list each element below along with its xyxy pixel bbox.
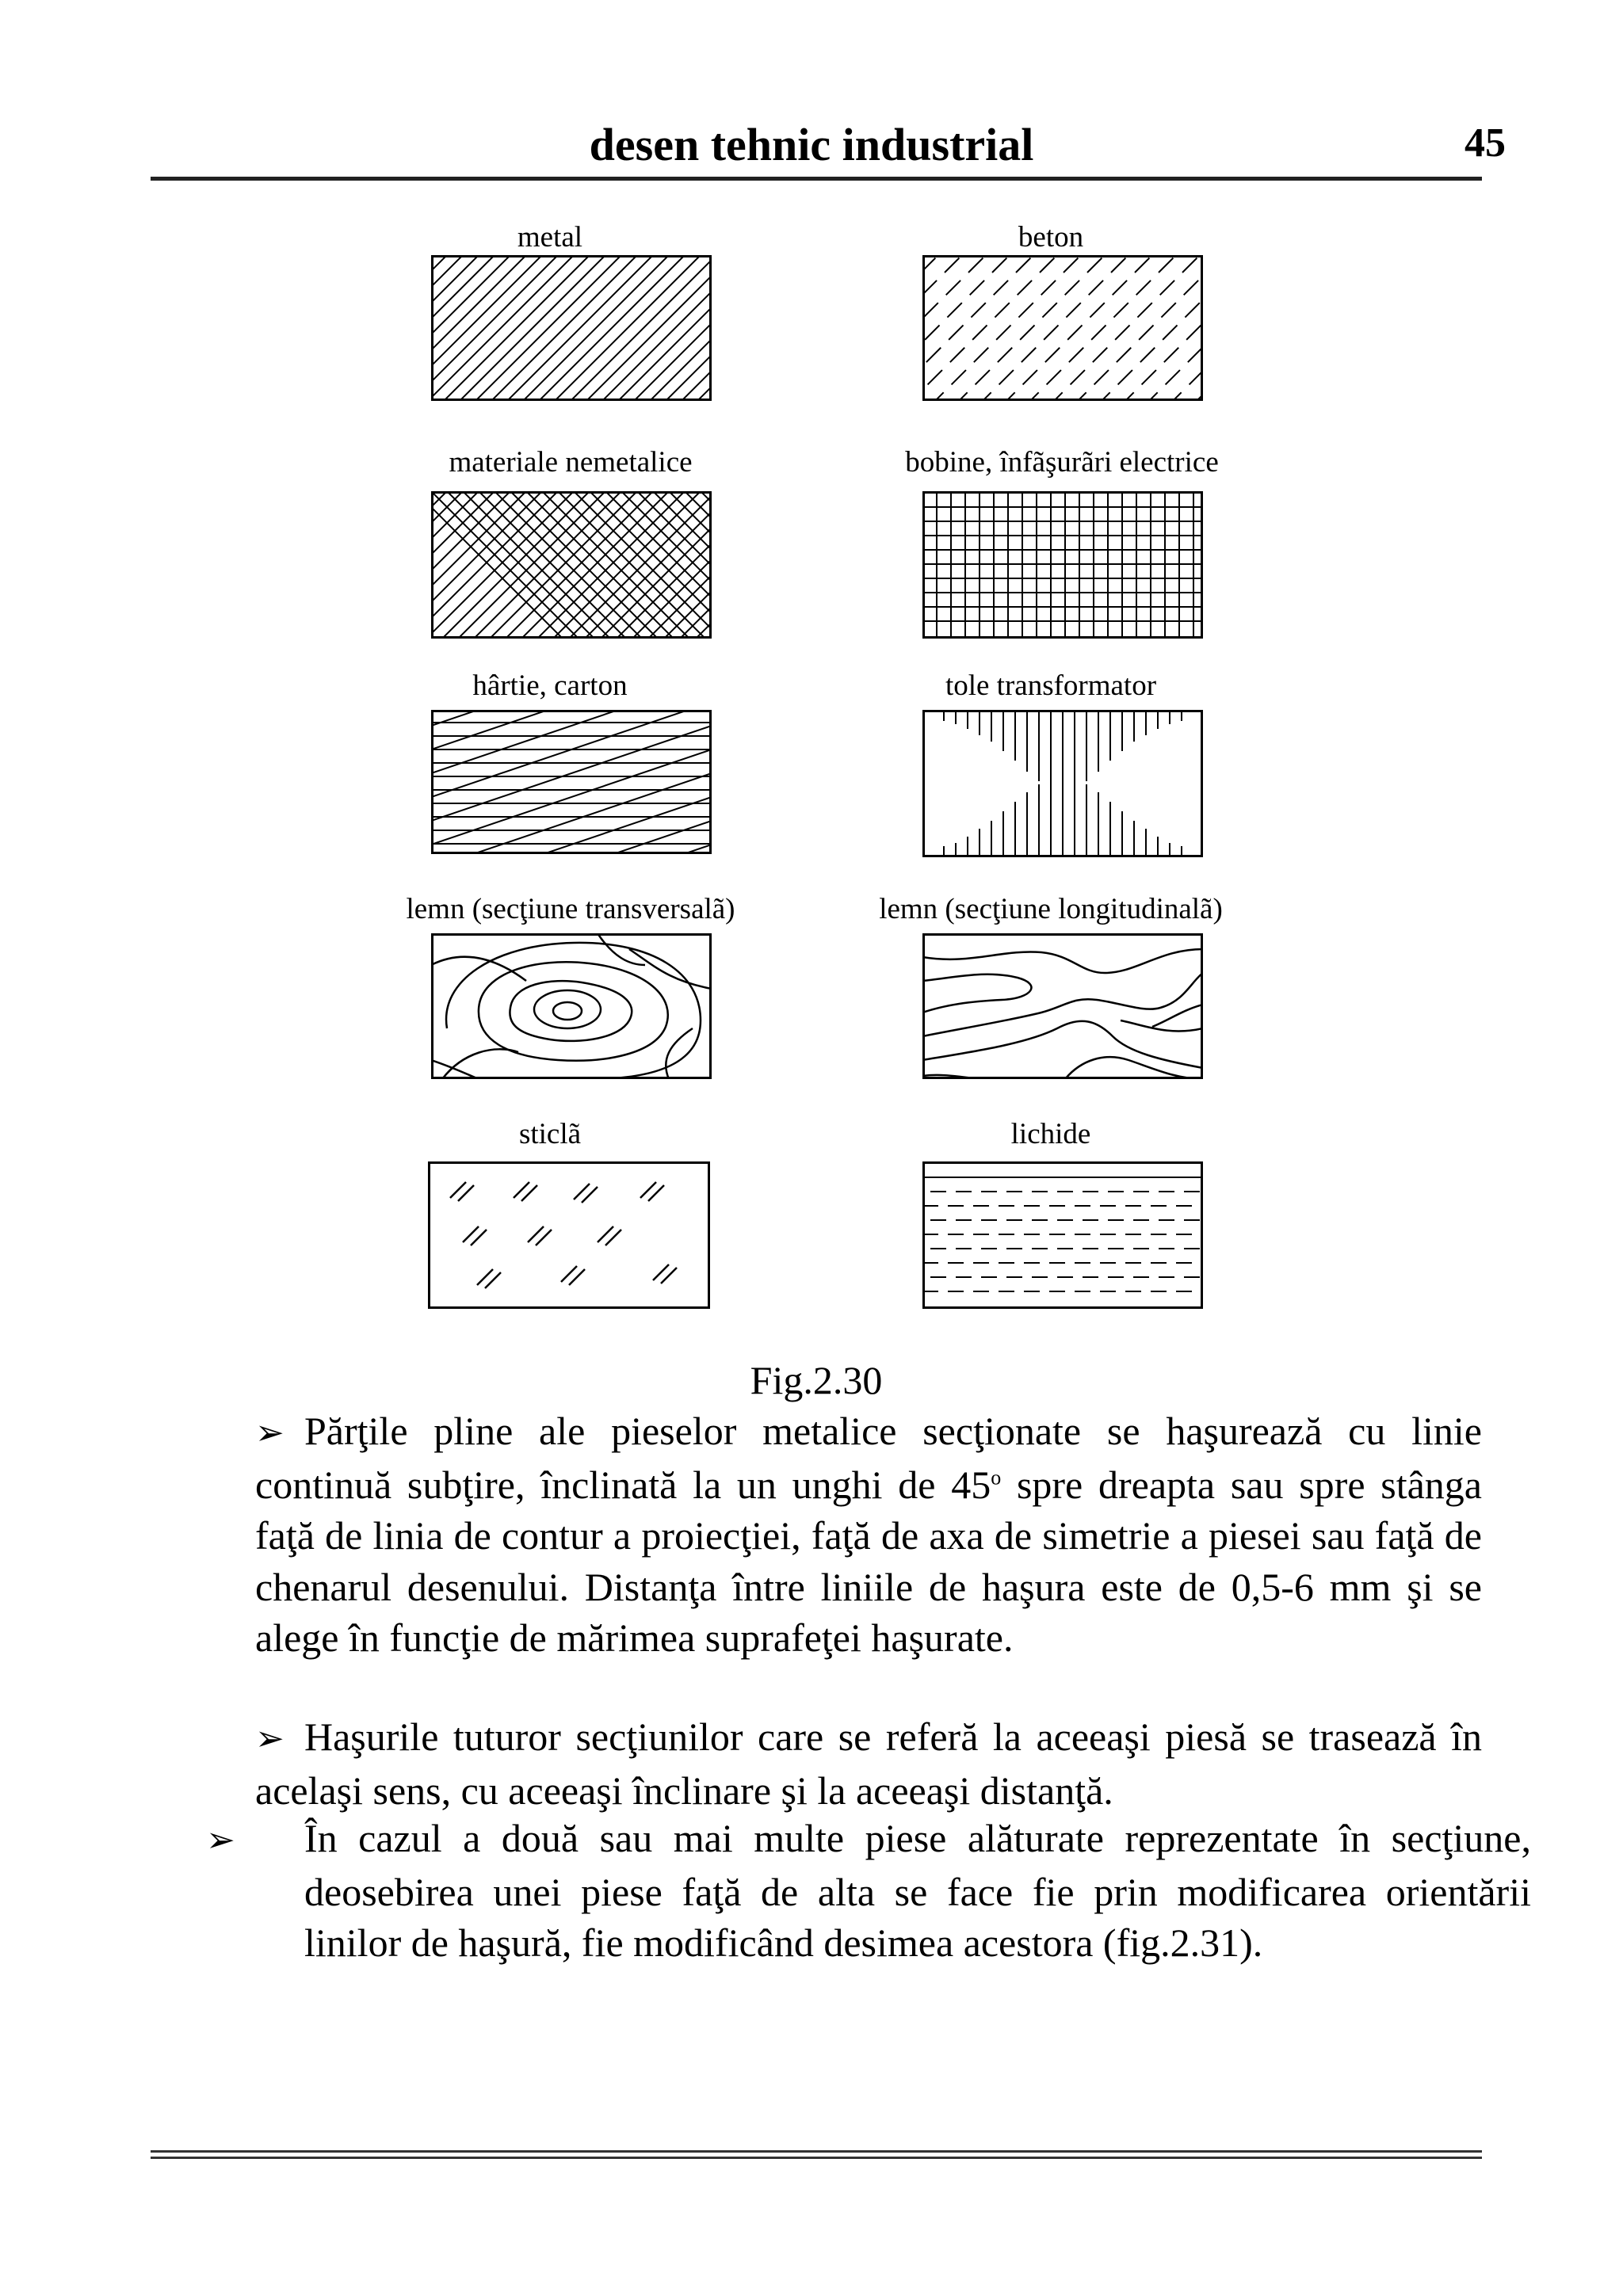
panel-label-beton: beton [1018, 221, 1084, 254]
running-title: desen tehnic industrial [589, 119, 1034, 170]
paragraph-same-direction-rule [255, 1711, 1482, 1816]
swatch-tole [922, 710, 1203, 857]
figure-caption: Fig.2.30 [750, 1358, 883, 1402]
panel-label-lemn-transversal: lemn (secţiune transversalã) [406, 893, 735, 925]
panel-label-bobine: bobine, înfãşurãri electrice [905, 446, 1219, 479]
swatch-materiale-nemetalice [431, 491, 712, 639]
swatch-metal [431, 255, 712, 401]
footer-rule [151, 2150, 1482, 2153]
paragraph-text: Haşurile tuturor secţiunilor care se referă la aceeaşi piesă se trasează în acelaşi sens, cu aceeaşi înclinare şi la aceeaşi distanţă. [255, 1714, 1482, 1813]
swatch-beton [922, 255, 1203, 401]
panel-label-materiale-nemetalice: materiale nemetalice [449, 446, 693, 479]
arrow-bullet-icon: ➢ [206, 1821, 235, 1859]
panel-label-lemn-longitudinal: lemn (secţiune longitudinalã) [879, 893, 1223, 925]
paragraph-text: În cazul a două sau mai multe piese alăturate reprezentate în secţiune, deosebirea unei piese faţă de alta se face fie prin modificarea orientării linilor de haşură, fie modificând desimea acestora (fig.2.31). [304, 1816, 1531, 1965]
paragraph-adjacent-pieces-rule [206, 1813, 1531, 1969]
panel-label-sticla: sticlã [518, 1118, 582, 1150]
degree-superscript: o [991, 1465, 1002, 1489]
arrow-bullet-icon: ➢ [255, 1719, 285, 1758]
paragraph-text: Părţile pline ale pieselor metalice secţionate se haşurează cu linie continuă subţire, înclinată la un unghi de 45 [255, 1409, 1482, 1507]
paragraph-text: spre dreapta sau spre stânga faţă de linia de contur a proiecţiei, faţă de axa de simetrie a piesei sau faţă de chenarul desenului. Distanţa între liniile de haşura este de 0,5-6 mm şi se alege în funcţie de mărimea suprafeţei haşurate. [255, 1462, 1482, 1660]
panel-label-metal: metal [517, 221, 583, 254]
swatch-bobine [922, 491, 1203, 639]
panel-label-tole: tole transformator [945, 669, 1157, 702]
panel-label-lichide: lichide [1010, 1118, 1091, 1150]
swatch-lemn-longitudinal [922, 933, 1203, 1079]
paragraph-hatching-rule [255, 1405, 1482, 1664]
footer-rule [151, 2157, 1482, 2159]
arrow-bullet-icon: ➢ [255, 1413, 285, 1452]
header-rule [151, 177, 1482, 181]
swatch-sticla [428, 1161, 710, 1309]
page-number: 45 [1465, 120, 1506, 166]
swatch-lemn-transversal [431, 933, 712, 1079]
swatch-lichide [922, 1161, 1203, 1309]
panel-label-hartie-carton: hârtie, carton [472, 669, 628, 702]
swatch-hartie-carton [431, 710, 712, 854]
